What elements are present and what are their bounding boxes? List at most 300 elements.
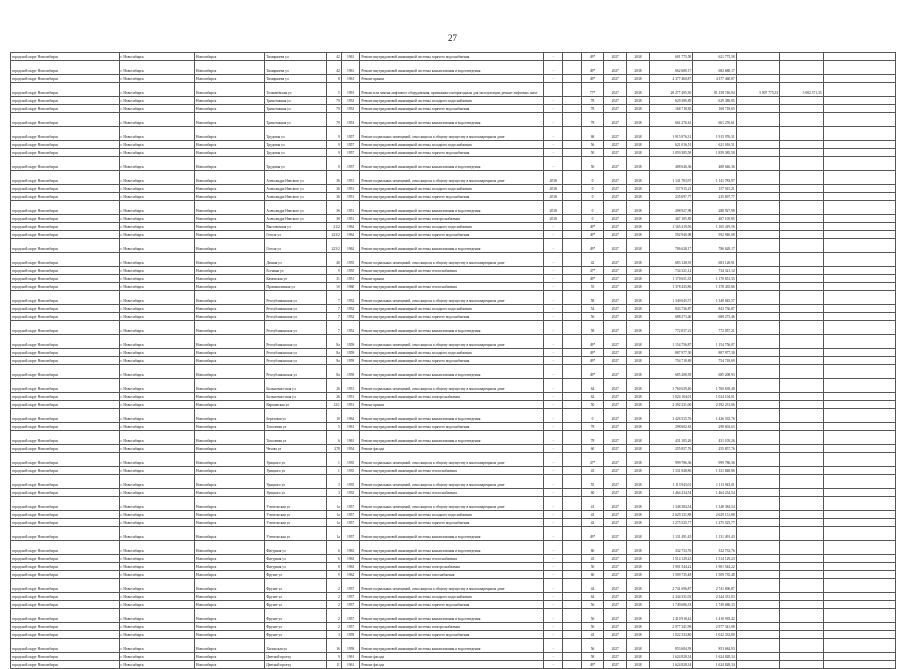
cell-work: Ремонт внутридомовой инженерной системы холодного водоснабжения [360, 349, 544, 357]
cell-work: Ремонт внутридомовой инженерной системы горячего водоснабжения [360, 631, 544, 639]
cell-house: 79 [327, 105, 341, 113]
cell-plan-start: 2027 [604, 61, 627, 75]
cell-year: 1951 [341, 185, 360, 193]
cell-col8 [563, 393, 582, 401]
cell-extra-2 [780, 631, 823, 639]
cell-locality: г. Новосибирск [119, 291, 194, 305]
cell-col9: 0 [581, 215, 604, 223]
cell-col7: - [544, 563, 563, 571]
cell-extra-2 [780, 149, 823, 157]
cell-col7: - [544, 267, 563, 275]
cell-locality: г. Новосибирск [119, 631, 194, 639]
cell-col9: 49* [581, 53, 604, 61]
cell-total: 1 275 525,77 [693, 519, 736, 527]
cell-plan-start: 2027 [604, 467, 627, 475]
cell-city: Новосибирск [195, 563, 265, 571]
cell-year: 1957 [341, 601, 360, 609]
cell-col7: 2018 [544, 201, 563, 215]
cell-total: 1 464 234,54 [693, 489, 736, 497]
cell-plan-start: 2027 [604, 215, 627, 223]
cell-cost: 1 509 735,48 [649, 571, 692, 579]
cell-extra-2 [780, 555, 823, 563]
cell-extra-2 [780, 141, 823, 149]
cell-work: Ремонт внутридомовой инженерной системы холодного водоснабжения [360, 223, 544, 231]
cell-col7: - [544, 601, 563, 609]
cell-house: 1а [327, 519, 341, 527]
cell-extra-1 [736, 541, 779, 555]
cell-cost: 288 927,98 [649, 201, 692, 215]
cell-col9: 64 [581, 379, 604, 393]
cell-work: Ремонт внутридомовой инженерной системы горячего водоснабжения [360, 149, 544, 157]
cell-work: Ремонт внутридомовой инженерной системы канализования и водоотведения [360, 61, 544, 75]
cell-plan-end: 2038 [627, 623, 650, 631]
cell-street: Чехова ул [265, 445, 327, 453]
cell-district: городской округ Новосибирск [11, 571, 120, 579]
table-row [11, 511, 896, 519]
cell-plan-start: 2027 [604, 105, 627, 113]
cell-col8 [563, 467, 582, 475]
cell-plan-start: 2027 [604, 365, 627, 379]
table-row [11, 527, 896, 541]
cell-extra-1 [736, 563, 779, 571]
table-row [11, 623, 896, 631]
cell-city: Новосибирск [195, 171, 265, 185]
cell-plan-end: 2038 [627, 201, 650, 215]
cell-extra-1 [736, 639, 779, 653]
cell-locality: г. Новосибирск [119, 335, 194, 349]
cell-year: 1951 [341, 379, 360, 393]
cell-work: Ремонт крыши [360, 75, 544, 83]
cell-locality: г. Новосибирск [119, 475, 194, 489]
cell-street: Гоголя ул [265, 239, 327, 253]
cell-total: 843 736,87 [693, 305, 736, 313]
cell-plan-start: 2027 [604, 445, 627, 453]
cell-district: городской округ Новосибирск [11, 141, 120, 149]
cell-plan-start: 2027 [604, 97, 627, 105]
cell-plan-end: 2038 [627, 321, 650, 335]
cell-year: 1952 [341, 305, 360, 313]
cell-col9: 44 [581, 579, 604, 593]
cell-col7: - [544, 53, 563, 61]
cell-year: 1961 [341, 53, 360, 61]
cell-locality: г. Новосибирск [119, 409, 194, 423]
cell-col9: 58 [581, 653, 604, 661]
cell-year: 1961 [341, 661, 360, 669]
cell-plan-end: 2038 [627, 215, 650, 223]
cell-extra-2 [780, 519, 823, 527]
cell-cost: 734 321,12 [649, 267, 692, 275]
cell-col7: - [544, 313, 563, 321]
cell-extra-2 [780, 393, 823, 401]
cell-city: Новосибирск [195, 409, 265, 423]
cell-plan-end: 2038 [627, 239, 650, 253]
cell-district: городской округ Новосибирск [11, 215, 120, 223]
cell-year: 1962 [341, 409, 360, 423]
cell-col9: 0 [581, 193, 604, 201]
cell-street: Трудовая ул [265, 141, 327, 149]
cell-house: 278 [327, 445, 341, 453]
cell-extra-2 [780, 453, 823, 467]
cell-total: 298 602,63 [693, 423, 736, 431]
cell-col7: - [544, 75, 563, 83]
cell-plan-end: 2038 [627, 141, 650, 149]
cell-extra-2 [780, 379, 823, 393]
table-row [11, 215, 896, 223]
cell-plan-end: 2038 [627, 97, 650, 105]
cell-cost: 621 016,51 [649, 141, 692, 149]
cell-extra-3 [823, 401, 895, 409]
cell-extra-2 [780, 409, 823, 423]
cell-extra-2 [780, 201, 823, 215]
cell-col8 [563, 631, 582, 639]
cell-col7: - [544, 239, 563, 253]
cell-locality: г. Новосибирск [119, 563, 194, 571]
cell-col8 [563, 127, 582, 141]
cell-cost: 661 276,61 [649, 113, 692, 127]
cell-house: 42 [327, 61, 341, 75]
cell-extra-3 [823, 313, 895, 321]
cell-work: Ремонт внутридомовой инженерной системы канализования и водоотведения [360, 239, 544, 253]
cell-locality: г. Новосибирск [119, 157, 194, 171]
cell-col9: 60 [581, 489, 604, 497]
cell-total: 2 392 231,06 [693, 401, 736, 409]
cell-extra-3 [823, 571, 895, 579]
cell-locality: г. Новосибирск [119, 149, 194, 157]
table-row [11, 357, 896, 365]
cell-locality: г. Новосибирск [119, 141, 194, 149]
cell-street: Фрунзе ул [265, 609, 327, 623]
cell-extra-3 [823, 497, 895, 511]
cell-district: городской округ Новосибирск [11, 365, 120, 379]
cell-extra-2 [780, 305, 823, 313]
table-row [11, 193, 896, 201]
cell-work: Ремонт подвальных помещений, относящихся к общему имуществу в многоквартирном доме [360, 497, 544, 511]
cell-col9: 49* [581, 231, 604, 239]
cell-plan-end: 2038 [627, 609, 650, 623]
table-row [11, 467, 896, 475]
cell-col7: - [544, 291, 563, 305]
cell-extra-1 [736, 511, 779, 519]
cell-extra-2 [780, 511, 823, 519]
cell-col7: - [544, 335, 563, 349]
cell-extra-3 [823, 423, 895, 431]
cell-plan-end: 2038 [627, 631, 650, 639]
cell-year: 1959 [341, 365, 360, 379]
cell-col8 [563, 291, 582, 305]
cell-house: 9 [327, 653, 341, 661]
cell-street: Александра Невского ул [265, 193, 327, 201]
cell-total: 288 927,98 [693, 201, 736, 215]
cell-city: Новосибирск [195, 653, 265, 661]
cell-total: 2 741 696,87 [693, 579, 736, 593]
cell-house: 3 [327, 489, 341, 497]
cell-total: 1 624 828,34 [693, 661, 736, 669]
cell-extra-2 [780, 193, 823, 201]
cell-extra-1 [736, 141, 779, 149]
table-row [11, 661, 896, 669]
cell-col7: - [544, 231, 563, 239]
cell-extra-2 [780, 423, 823, 431]
table-row [11, 149, 896, 157]
cell-col8 [563, 97, 582, 105]
cell-work: Ремонт внутридомовой инженерной системы канализования и водоотведения [360, 365, 544, 379]
cell-extra-3 [823, 601, 895, 609]
cell-cost: 1 022 333,80 [649, 631, 692, 639]
cell-total: 1 154 756,87 [693, 335, 736, 349]
cell-extra-2 [780, 639, 823, 653]
table-row [11, 431, 896, 445]
cell-cost: 1 024 104,01 [649, 393, 692, 401]
cell-year: 1957 [341, 149, 360, 157]
cell-work: Ремонт внутридомовой инженерной системы электроснабжения [360, 393, 544, 401]
cell-extra-1 [736, 231, 779, 239]
cell-cost: 1 154 756,87 [649, 335, 692, 349]
cell-extra-3 [823, 267, 895, 275]
cell-extra-3 [823, 215, 895, 223]
cell-extra-1 [736, 519, 779, 527]
cell-extra-3 [823, 61, 895, 75]
cell-locality: г. Новосибирск [119, 349, 194, 357]
cell-district: городской округ Новосибирск [11, 97, 120, 105]
table-row [11, 305, 896, 313]
cell-extra-1 [736, 571, 779, 579]
cell-year: 1951 [341, 201, 360, 215]
cell-year: 1957 [341, 623, 360, 631]
cell-total: 1 426 535,76 [693, 409, 736, 423]
cell-cost: 2 392 231,06 [649, 401, 692, 409]
cell-extra-1 [736, 283, 779, 291]
cell-plan-start: 2027 [604, 563, 627, 571]
cell-locality: г. Новосибирск [119, 379, 194, 393]
cell-plan-start: 2027 [604, 305, 627, 313]
cell-work: Ремонт внутридомовой инженерной системы горячего водоснабжения [360, 601, 544, 609]
cell-work: Ремонт внутридомовой инженерной системы горячего водоснабжения [360, 105, 544, 113]
cell-year: 1957 [341, 141, 360, 149]
cell-extra-1 [736, 401, 779, 409]
cell-extra-1 [736, 623, 779, 631]
cell-year: 1935 [341, 467, 360, 475]
cell-extra-1 [736, 379, 779, 393]
cell-street: Республиканская ул [265, 365, 327, 379]
cell-col8 [563, 193, 582, 201]
cell-col9: 49* [581, 239, 604, 253]
cell-extra-1 [736, 239, 779, 253]
cell-extra-1 [736, 149, 779, 157]
page-number: 27 [448, 33, 457, 43]
cell-district: городской округ Новосибирск [11, 519, 120, 527]
cell-street: Толмачёвская ул [265, 83, 327, 97]
cell-city: Новосибирск [195, 357, 265, 365]
cell-plan-start: 2027 [604, 223, 627, 231]
cell-work: Ремонт подвальных помещений, относящихся к общему имуществу в многоквартирном доме [360, 335, 544, 349]
cell-city: Новосибирск [195, 267, 265, 275]
cell-col9: 78 [581, 105, 604, 113]
cell-district: городской округ Новосибирск [11, 563, 120, 571]
cell-col7: - [544, 639, 563, 653]
table-row [11, 475, 896, 489]
cell-plan-start: 2027 [604, 379, 627, 393]
cell-col8 [563, 445, 582, 453]
table-row [11, 113, 896, 127]
cell-extra-3 [823, 409, 895, 423]
cell-house: 36 [327, 201, 341, 215]
cell-extra-2 [780, 283, 823, 291]
cell-street: Александра Невского ул [265, 215, 327, 223]
cell-extra-3 [823, 185, 895, 193]
cell-year: 1935 [341, 453, 360, 467]
cell-cost: 1 165 419,56 [649, 223, 692, 231]
cell-house: 7 [327, 321, 341, 335]
cell-cost: 2 344 331,03 [649, 593, 692, 601]
cell-year: 1962 [341, 571, 360, 579]
cell-district: городской округ Новосибирск [11, 113, 120, 127]
cell-extra-1 [736, 275, 779, 283]
cell-extra-2: 5 082 371,33 [780, 83, 823, 97]
cell-cost: 1 348 384,54 [649, 497, 692, 511]
cell-plan-end: 2038 [627, 467, 650, 475]
cell-work: Ремонт внутридомовой инженерной системы горячего водоснабжения [360, 313, 544, 321]
table-row [11, 401, 896, 409]
cell-work: Ремонт внутридомовой инженерной системы электроснабжения [360, 623, 544, 631]
cell-locality: г. Новосибирск [119, 305, 194, 313]
cell-house: 223/2 [327, 239, 341, 253]
cell-plan-end: 2038 [627, 61, 650, 75]
cell-extra-2 [780, 275, 823, 283]
cell-extra-1 [736, 409, 779, 423]
cell-district: городской округ Новосибирск [11, 253, 120, 267]
cell-district: городской округ Новосибирск [11, 489, 120, 497]
cell-cost: 4 377 460,87 [649, 75, 692, 83]
cell-extra-1 [736, 313, 779, 321]
cell-plan-start: 2027 [604, 349, 627, 357]
cell-extra-1 [736, 393, 779, 401]
cell-cost: 601 775,58 [649, 53, 692, 61]
cell-col8 [563, 497, 582, 511]
cell-extra-3 [823, 275, 895, 283]
cell-street: Большевистская ул [265, 393, 327, 401]
cell-house: 7 [327, 313, 341, 321]
cell-locality: г. Новосибирск [119, 453, 194, 467]
cell-col7: - [544, 571, 563, 579]
cell-district: городской округ Новосибирск [11, 653, 120, 661]
cell-work: Ремонт внутридомовой инженерной системы теплоснабжения [360, 555, 544, 563]
cell-work: Ремонт или замена лифтового оборудования, признанного непригодным для эксплуатации, ремонт лифтовых шахт [360, 83, 544, 97]
cell-extra-3 [823, 379, 895, 393]
cell-col9: 55 [581, 283, 604, 291]
cell-col8 [563, 171, 582, 185]
cell-plan-end: 2038 [627, 349, 650, 357]
cell-city: Новосибирск [195, 349, 265, 357]
cell-city: Новосибирск [195, 489, 265, 497]
cell-locality: г. Новосибирск [119, 185, 194, 193]
cell-work: Ремонт внутридомовой инженерной системы канализования и водоотведения [360, 639, 544, 653]
cell-year: 1959 [341, 349, 360, 357]
cell-col7: - [544, 149, 563, 157]
cell-plan-start: 2027 [604, 321, 627, 335]
table-row [11, 571, 896, 579]
cell-year: 1961 [341, 431, 360, 445]
cell-year: 1962 [341, 223, 360, 231]
cell-street: Республиканская ул [265, 335, 327, 349]
cell-extra-2 [780, 313, 823, 321]
cell-work: Ремонт фасада [360, 445, 544, 453]
cell-col9: 49* [581, 335, 604, 349]
cell-house: 79 [327, 113, 341, 127]
cell-col8 [563, 185, 582, 193]
cell-year: 1952 [341, 321, 360, 335]
cell-col9: 42 [581, 253, 604, 267]
cell-extra-1: 5 807 775,53 [736, 83, 779, 97]
cell-col8 [563, 423, 582, 431]
cell-total: 1 509 735,48 [693, 571, 736, 579]
cell-plan-end: 2038 [627, 653, 650, 661]
cell-total: 235 697,77 [693, 193, 736, 201]
cell-work: Ремонт внутридомовой инженерной системы канализования и водоотведения [360, 157, 544, 171]
cell-locality: г. Новосибирск [119, 653, 194, 661]
cell-work: Ремонт внутридомовой инженерной системы канализования и водоотведения [360, 321, 544, 335]
cell-cost: 1 624 828,34 [649, 653, 692, 661]
cell-street: Большевистская ул [265, 379, 327, 393]
cell-plan-end: 2038 [627, 231, 650, 239]
cell-plan-start: 2027 [604, 53, 627, 61]
cell-plan-end: 2038 [627, 393, 650, 401]
table-row [11, 53, 896, 61]
cell-col7: - [544, 275, 563, 283]
cell-year: 1935 [341, 489, 360, 497]
cell-plan-end: 2038 [627, 83, 650, 97]
cell-total: 621 775,58 [693, 53, 736, 61]
cell-col7: - [544, 423, 563, 431]
cell-year: 1959 [341, 631, 360, 639]
table-row [11, 489, 896, 497]
cell-total: 1 022 333,80 [693, 631, 736, 639]
cell-col7: - [544, 141, 563, 149]
cell-house: 9 [327, 267, 341, 275]
cell-district: городской округ Новосибирск [11, 75, 120, 83]
cell-work: Ремонт внутридомовой инженерной системы канализования и водоотведения [360, 541, 544, 555]
cell-plan-start: 2027 [604, 541, 627, 555]
cell-plan-end: 2038 [627, 593, 650, 601]
cell-extra-3 [823, 579, 895, 593]
cell-year: 1959 [341, 639, 360, 653]
cell-col8 [563, 231, 582, 239]
cell-extra-3 [823, 291, 895, 305]
cell-district: городской округ Новосибирск [11, 267, 120, 275]
cell-col7: - [544, 497, 563, 511]
cell-extra-2 [780, 661, 823, 669]
cell-street: Цветной проезд [265, 653, 327, 661]
cell-district: городской округ Новосибирск [11, 401, 120, 409]
cell-street: Тополевая ул [265, 431, 327, 445]
cell-street: Трикотажная ул [265, 105, 327, 113]
cell-district: городской округ Новосибирск [11, 335, 120, 349]
cell-col9: 58 [581, 291, 604, 305]
cell-cost: 1 378 435,86 [649, 283, 692, 291]
cell-district: городской округ Новосибирск [11, 305, 120, 313]
cell-col8 [563, 223, 582, 231]
cell-col8 [563, 453, 582, 467]
cell-col8 [563, 653, 582, 661]
cell-extra-3 [823, 541, 895, 555]
cell-house: 8а [327, 349, 341, 357]
cell-col8 [563, 431, 582, 445]
cell-district: городской округ Новосибирск [11, 593, 120, 601]
cell-extra-1 [736, 593, 779, 601]
cell-extra-1 [736, 497, 779, 511]
cell-district: городской округ Новосибирск [11, 475, 120, 489]
cell-plan-start: 2027 [604, 127, 627, 141]
cell-col8 [563, 379, 582, 393]
